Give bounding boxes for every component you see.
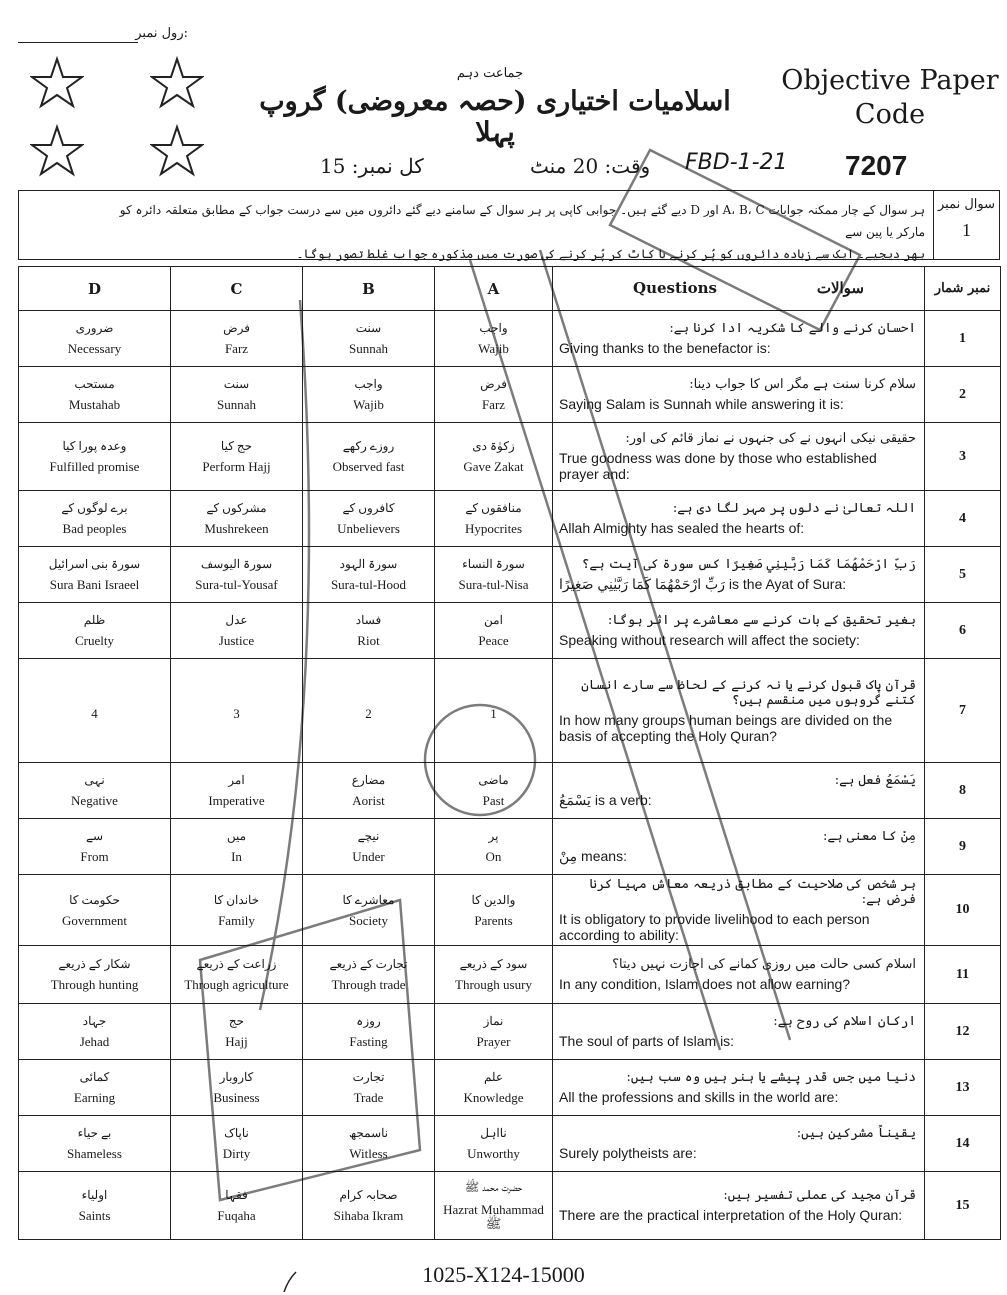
question-cell xyxy=(553,819,925,875)
option-b-cell xyxy=(303,763,435,819)
option-d-urdu: مستحب xyxy=(74,377,115,391)
option-c-english: Hajj xyxy=(225,1034,248,1049)
question-label: سوال نمبر xyxy=(937,197,996,212)
option-a-urdu: نماز xyxy=(483,1014,504,1028)
option-a-urdu: والدین کا xyxy=(471,892,516,907)
option-d-english: Through hunting xyxy=(50,977,139,992)
option-c-urdu: حج کیا xyxy=(220,439,253,453)
option-d-urdu: وعدہ پورا کیا xyxy=(62,439,127,453)
option-d-english: Cruelty xyxy=(75,633,114,648)
option-d-cell xyxy=(19,603,171,659)
option-a-english: Peace xyxy=(478,633,509,648)
option-a-urdu: زکوٰۃ دی xyxy=(472,439,515,453)
question-number-cell: 9 xyxy=(925,819,1001,875)
option-d-english: Government xyxy=(62,912,127,928)
option-d-english: Mustahab xyxy=(68,397,121,412)
option-b-urdu: فساد xyxy=(355,613,382,627)
table-row xyxy=(19,367,1001,423)
option-b-urdu: کافروں کے xyxy=(342,501,395,515)
question-english: Speaking without research will affect the society: xyxy=(559,632,860,648)
option-b-english: Trade xyxy=(353,1090,384,1105)
question-cell xyxy=(553,763,925,819)
question-english: True goodness was done by those who established prayer and: xyxy=(559,450,877,482)
question-number-cell: 4 xyxy=(925,491,1001,547)
table-row xyxy=(19,311,1001,367)
option-b-english: Unbelievers xyxy=(337,521,400,536)
option-c-cell xyxy=(171,1116,303,1172)
question-cell xyxy=(553,1172,925,1240)
question-number-cell: 10 xyxy=(925,875,1001,946)
print-code: 1025-X124-15000 xyxy=(422,1262,585,1287)
option-c-urdu: میں xyxy=(226,829,247,843)
option-d-urdu: کمائی xyxy=(79,1070,110,1084)
option-a-urdu: سورۃ النساء xyxy=(462,557,525,571)
option-c-urdu: مشرکوں کے xyxy=(206,501,267,515)
option-a-urdu: امن xyxy=(484,613,503,627)
option-d-cell xyxy=(19,311,171,367)
option-d-urdu: نہی xyxy=(84,773,105,787)
option-c-urdu: ناپاک xyxy=(224,1126,249,1140)
question-urdu: اللہ تعالیٰ نے دلوں پر مہر لگا دی ہے: xyxy=(672,501,916,516)
question-cell xyxy=(553,603,925,659)
objective-title-line: Objective Paper xyxy=(781,65,999,96)
option-c-english: Farz xyxy=(224,341,249,356)
table-row xyxy=(19,423,1001,491)
option-a-cell xyxy=(435,819,553,875)
question-cell xyxy=(553,659,925,763)
option-d-urdu: حکومت کا xyxy=(69,892,120,907)
star-icon xyxy=(30,124,84,178)
question-number-cell: 6 xyxy=(925,603,1001,659)
option-a-cell xyxy=(435,946,553,1004)
option-b-english: Observed fast xyxy=(332,459,405,474)
option-a-english: Knowledge xyxy=(463,1090,524,1105)
question-urdu: سلام کرنا سنت ہے مگر اس کا جواب دینا: xyxy=(689,377,916,392)
option-c-english: Perform Hajj xyxy=(202,459,271,474)
header-option-c: C xyxy=(171,267,303,311)
star-icon xyxy=(150,56,204,110)
option-b-english: Through trade xyxy=(331,977,406,992)
question-urdu: دنیا میں جس قدر پیشے یا ہنر ہیں وہ سب ہیں: xyxy=(626,1070,916,1085)
paper-code: 7207 xyxy=(845,150,908,181)
option-c-cell xyxy=(171,1004,303,1060)
star-icon xyxy=(150,124,204,178)
option-c-urdu: کاروبار xyxy=(219,1070,254,1084)
option-a-english: 1 xyxy=(490,705,497,721)
option-b-cell xyxy=(303,367,435,423)
option-b-cell xyxy=(303,946,435,1004)
question-english: In any condition, Islam does not allow earning? xyxy=(559,976,851,992)
roll-number-line xyxy=(18,42,138,43)
option-d-english: Bad peoples xyxy=(62,521,127,536)
paper-meta xyxy=(300,150,940,186)
option-c-english: Dirty xyxy=(222,1146,251,1161)
option-a-cell xyxy=(435,311,553,367)
option-b-english: Fasting xyxy=(349,1034,388,1049)
option-d-english: Jehad xyxy=(79,1034,110,1049)
question-number-cell: 11 xyxy=(925,946,1001,1004)
option-b-urdu: سنت xyxy=(355,321,382,335)
question-urdu: مِنْ کا معنی ہے: xyxy=(823,829,916,844)
question-english: There are the practical interpretation of the Holy Quran: xyxy=(559,1207,903,1223)
header-questions-ur: سوالات xyxy=(816,279,864,297)
question-urdu: يَسْمَعُ فعل ہے: xyxy=(834,773,916,788)
question-english: Giving thanks to the benefactor is: xyxy=(559,340,771,356)
question-number: 1 xyxy=(962,220,971,240)
option-b-english: 2 xyxy=(365,705,372,721)
option-d-cell xyxy=(19,1116,171,1172)
total-marks: کل نمبر: 15 xyxy=(320,154,424,178)
option-c-cell xyxy=(171,763,303,819)
objective-paper-title xyxy=(780,64,1000,132)
option-a-english: Sura-tul-Nisa xyxy=(458,577,529,592)
option-b-english: Sunnah xyxy=(349,341,388,356)
subject-title: اسلامیات اختیاری (حصہ معروضی) گروپ پہلا xyxy=(259,86,731,148)
option-c-urdu: فقہا xyxy=(225,1188,248,1202)
option-d-english: Shameless xyxy=(67,1146,122,1161)
header-option-b: B xyxy=(303,267,435,311)
question-urdu: بغیر تحقیق کے بات کرنے سے معاشرے پر اثر ہوگا: xyxy=(607,613,916,628)
table-row xyxy=(19,547,1001,603)
header-questions-en: Questions xyxy=(633,279,717,297)
option-b-urdu: صحابہ کرام xyxy=(339,1188,398,1202)
question-english: It is obligatory to provide livelihood to each person according to ability: xyxy=(559,911,870,943)
option-c-cell xyxy=(171,603,303,659)
option-d-cell xyxy=(19,875,171,946)
pen-stroke-icon xyxy=(280,1270,300,1294)
table-row xyxy=(19,491,1001,547)
question-number-cell: 3 xyxy=(925,423,1001,491)
table-header-row xyxy=(19,267,1001,311)
option-a-urdu: علم xyxy=(483,1070,504,1084)
option-b-urdu: مضارع xyxy=(351,773,386,787)
option-c-urdu: عدل xyxy=(225,613,248,627)
option-b-english: Sihaba Ikram xyxy=(333,1208,404,1223)
option-c-english: Sura-tul-Yousaf xyxy=(195,577,278,592)
table-row xyxy=(19,1116,1001,1172)
option-c-cell xyxy=(171,819,303,875)
question-number-cell: 7 xyxy=(925,659,1001,763)
star-decorations xyxy=(30,56,220,186)
option-c-cell xyxy=(171,367,303,423)
option-d-english: Saints xyxy=(78,1208,111,1223)
option-a-english: Parents xyxy=(474,912,513,928)
option-c-cell xyxy=(171,659,303,763)
question-number-cell: 8 xyxy=(925,763,1001,819)
option-c-urdu: فرض xyxy=(223,321,250,335)
question-cell xyxy=(553,1004,925,1060)
option-c-cell xyxy=(171,1172,303,1240)
option-c-cell xyxy=(171,946,303,1004)
option-a-english: Past xyxy=(482,793,505,808)
table-row xyxy=(19,1004,1001,1060)
option-d-urdu: جہاد xyxy=(82,1014,107,1028)
header-option-d: D xyxy=(19,267,171,311)
option-a-cell xyxy=(435,1116,553,1172)
question-cell xyxy=(553,367,925,423)
header-number: نمبر شمار xyxy=(925,267,1001,311)
option-c-urdu: سنت xyxy=(223,377,250,391)
question-cell xyxy=(553,875,925,946)
question-english: Surely polytheists are: xyxy=(559,1145,697,1161)
option-c-urdu: خاندان کا xyxy=(213,892,260,907)
header-questions xyxy=(553,267,925,311)
option-a-cell xyxy=(435,763,553,819)
question-number-cell: 1 xyxy=(925,311,1001,367)
option-c-cell xyxy=(171,491,303,547)
option-d-cell xyxy=(19,946,171,1004)
option-a-urdu: منافقوں کے xyxy=(465,501,522,515)
option-c-english: Mushrekeen xyxy=(204,521,269,536)
question-cell xyxy=(553,1116,925,1172)
option-d-english: From xyxy=(80,849,109,864)
table-row xyxy=(19,659,1001,763)
option-c-english: In xyxy=(231,849,242,864)
option-a-english: Farz xyxy=(481,397,506,412)
option-d-cell xyxy=(19,659,171,763)
question-number-cell: 12 xyxy=(925,1004,1001,1060)
option-b-cell xyxy=(303,423,435,491)
option-b-english: Aorist xyxy=(352,793,385,808)
option-b-urdu: نیچے xyxy=(357,829,380,843)
option-c-cell xyxy=(171,1060,303,1116)
option-a-urdu: پر xyxy=(488,829,499,843)
mcq-table xyxy=(18,266,1001,1240)
instructions-line: ہر سوال کے چار ممکنہ جوابات A، B، C اور D دیے گئے ہیں۔ جوابی کاپی پر ہر سوال کے سامنے دیے گئے دائروں میں سے درست جواب کے مطابق متعلقہ دائرہ کو مارکر یا پین سے xyxy=(119,203,925,239)
option-a-urdu: نااہل xyxy=(480,1126,507,1140)
star-icon xyxy=(30,56,84,110)
option-a-urdu: حضرت محمد ﷺ xyxy=(464,1180,523,1194)
option-d-urdu: سورۃ بنی اسرائیل xyxy=(48,557,141,571)
option-b-cell xyxy=(303,311,435,367)
option-c-english: Imperative xyxy=(208,793,265,808)
option-c-urdu: حج xyxy=(228,1014,245,1028)
option-a-urdu: فرض xyxy=(480,377,507,391)
option-b-english: Society xyxy=(349,912,388,928)
question-urdu: ارکان اسلام کی روح ہے: xyxy=(773,1014,916,1029)
question-number-cell: 5 xyxy=(925,547,1001,603)
option-a-english: Wajib xyxy=(478,341,509,356)
option-a-urdu: واجب xyxy=(479,321,508,335)
roll-number-label: رول نمبر: xyxy=(135,26,188,41)
option-b-cell xyxy=(303,1004,435,1060)
option-b-cell xyxy=(303,875,435,946)
option-a-cell xyxy=(435,1004,553,1060)
option-d-english: Sura Bani Israeel xyxy=(49,577,140,592)
option-d-english: Fulfilled promise xyxy=(49,459,140,474)
question-urdu: احسان کرنے والے کا شکریہ ادا کرنا ہے: xyxy=(669,321,916,336)
option-a-cell xyxy=(435,491,553,547)
question-urdu: رَبِّ ارْحَمْهُمَا كَمَا رَبَّيٰنِي صَغِيرًا کس سورۃ کی آیت ہے؟ xyxy=(581,557,916,572)
option-b-urdu: تجارت کے ذریعے xyxy=(329,957,408,971)
option-d-cell xyxy=(19,763,171,819)
option-b-cell xyxy=(303,547,435,603)
option-b-urdu: تجارت xyxy=(352,1070,385,1084)
instructions-text xyxy=(95,199,925,265)
option-b-cell xyxy=(303,659,435,763)
question-cell xyxy=(553,547,925,603)
question-number-cell xyxy=(933,191,999,259)
question-english: Allah Almighty has sealed the hearts of: xyxy=(559,520,805,536)
question-number-cell: 13 xyxy=(925,1060,1001,1116)
question-english: مِنْ means: xyxy=(559,848,627,864)
question-number-cell: 2 xyxy=(925,367,1001,423)
option-c-cell xyxy=(171,547,303,603)
option-b-urdu: ناسمجھ xyxy=(348,1126,389,1140)
option-b-english: Riot xyxy=(357,633,380,648)
option-c-english: Business xyxy=(213,1090,260,1105)
option-c-cell xyxy=(171,423,303,491)
question-number-cell: 14 xyxy=(925,1116,1001,1172)
option-a-english: Hypocrites xyxy=(464,521,523,536)
option-a-english: Unworthy xyxy=(467,1146,520,1161)
option-a-cell xyxy=(435,423,553,491)
option-c-urdu: سورۃ الیوسف xyxy=(200,557,273,571)
option-d-cell xyxy=(19,491,171,547)
option-d-urdu: برے لوگوں کے xyxy=(61,501,128,515)
question-urdu: یقیناً مشرکین ہیں: xyxy=(796,1126,916,1141)
option-d-cell xyxy=(19,423,171,491)
option-b-english: Under xyxy=(352,849,385,864)
question-urdu: اسلام کسی حالت میں روزی کمانے کی اجازت نہیں دیتا؟ xyxy=(612,957,916,972)
option-c-english: 3 xyxy=(233,705,240,721)
option-a-cell xyxy=(435,367,553,423)
option-a-cell xyxy=(435,603,553,659)
option-a-cell xyxy=(435,1172,553,1240)
option-d-urdu: سے xyxy=(85,829,104,843)
class-label: جماعت دہم xyxy=(456,66,524,81)
option-a-english: Hazrat Muhammad ﷺ xyxy=(443,1202,544,1231)
option-d-cell xyxy=(19,547,171,603)
question-english: In how many groups human beings are divided on the basis of accepting the Holy Quran? xyxy=(559,711,893,744)
option-d-urdu: ظلم xyxy=(83,613,106,627)
option-c-english: Family xyxy=(218,912,255,928)
question-urdu: ہر شخص کی صلاحیت کے مطابق ذریعہ معاش مہیا کرنا فرض ہے: xyxy=(589,877,916,907)
instructions-line: بھر دیجیے۔ ایک سے زیادہ دائروں کو پُر کرنے یا کاٹ کر پُر کرنے کی صورت میں مذکورہ جواب غلط تصور ہوگا۔ xyxy=(296,247,925,261)
option-a-english: Prayer xyxy=(476,1034,511,1049)
question-english: يَسْمَعُ is a verb: xyxy=(559,792,652,808)
question-english: Saying Salam is Sunnah while answering it is: xyxy=(559,396,844,412)
option-d-urdu: اولیاء xyxy=(81,1188,108,1202)
table-row xyxy=(19,946,1001,1004)
option-d-cell xyxy=(19,1004,171,1060)
option-c-english: Justice xyxy=(218,633,255,648)
option-b-urdu: سورۃ الہود xyxy=(339,557,398,571)
option-a-english: Through usury xyxy=(455,977,532,992)
option-a-english: Gave Zakat xyxy=(463,459,524,474)
option-b-cell xyxy=(303,1172,435,1240)
option-d-cell xyxy=(19,367,171,423)
option-d-urdu: بے حیاء xyxy=(77,1126,112,1140)
table-row xyxy=(19,603,1001,659)
option-c-urdu: زراعت کے ذریعے xyxy=(196,957,277,971)
option-c-urdu: امر xyxy=(228,773,245,787)
option-d-cell xyxy=(19,1060,171,1116)
option-b-urdu: واجب xyxy=(354,377,383,391)
question-urdu: قرآن پاک قبول کرنے یا نہ کرنے کے لحاظ سے سارے انسان کتنے گروہوں میں منقسم ہیں؟ xyxy=(581,677,916,708)
option-b-english: Sura-tul-Hood xyxy=(330,577,407,592)
table-row xyxy=(19,1172,1001,1240)
option-d-cell xyxy=(19,1172,171,1240)
question-cell xyxy=(553,946,925,1004)
option-a-cell xyxy=(435,547,553,603)
table-row xyxy=(19,875,1001,946)
question-english: رَبِّ ارْحَمْهُمَا كَمَا رَبَّيٰنِي صَغِيرًا is the Ayat of Sura: xyxy=(559,576,847,592)
question-urdu: حقیقی نیکی انہوں نے کی جنہوں نے نماز قائم کی اور: xyxy=(625,431,916,446)
option-b-english: Wajib xyxy=(353,397,384,412)
option-c-english: Sunnah xyxy=(217,397,256,412)
option-c-cell xyxy=(171,311,303,367)
option-b-cell xyxy=(303,1060,435,1116)
question-english: The soul of parts of Islam is: xyxy=(559,1033,735,1049)
question-cell xyxy=(553,1060,925,1116)
option-b-urdu: روزے رکھے xyxy=(342,439,395,453)
option-b-cell xyxy=(303,491,435,547)
time-allowed: وقت: 20 منٹ xyxy=(530,154,651,178)
option-b-english: Witless xyxy=(349,1146,388,1161)
option-b-urdu: روزہ xyxy=(356,1014,381,1028)
option-d-urdu: شکار کے ذریعے xyxy=(58,957,131,971)
question-cell xyxy=(553,491,925,547)
option-b-cell xyxy=(303,819,435,875)
table-row xyxy=(19,819,1001,875)
table-row xyxy=(19,763,1001,819)
option-a-english: On xyxy=(485,849,502,864)
option-d-english: Negative xyxy=(71,793,118,808)
question-number-cell: 15 xyxy=(925,1172,1001,1240)
option-d-cell xyxy=(19,819,171,875)
question-english: All the professions and skills in the world are: xyxy=(559,1089,839,1105)
question-urdu: قرآن مجید کی عملی تفسیر ہیں: xyxy=(723,1188,916,1203)
option-b-cell xyxy=(303,603,435,659)
question-cell xyxy=(553,311,925,367)
header-option-a: A xyxy=(435,267,553,311)
instructions-box xyxy=(18,190,1000,260)
option-c-cell xyxy=(171,875,303,946)
roll-number-field xyxy=(18,26,188,48)
option-a-cell xyxy=(435,875,553,946)
option-a-cell xyxy=(435,659,553,763)
option-b-cell xyxy=(303,1116,435,1172)
option-d-english: Earning xyxy=(73,1090,116,1105)
option-a-urdu: ماضی xyxy=(478,773,509,787)
handwritten-code: FBD-1-21 xyxy=(685,150,788,175)
option-b-urdu: معاشرے کا xyxy=(342,892,395,907)
option-d-english: Necessary xyxy=(67,341,122,356)
option-c-english: Fuqaha xyxy=(217,1208,256,1223)
code-title-line: Code xyxy=(854,99,926,130)
option-d-urdu: ضروری xyxy=(75,321,114,335)
question-cell xyxy=(553,423,925,491)
table-row xyxy=(19,1060,1001,1116)
option-d-english: 4 xyxy=(91,705,98,721)
option-a-cell xyxy=(435,1060,553,1116)
option-a-urdu: سود کے ذریعے xyxy=(459,957,528,971)
option-c-english: Through agriculture xyxy=(184,977,289,992)
